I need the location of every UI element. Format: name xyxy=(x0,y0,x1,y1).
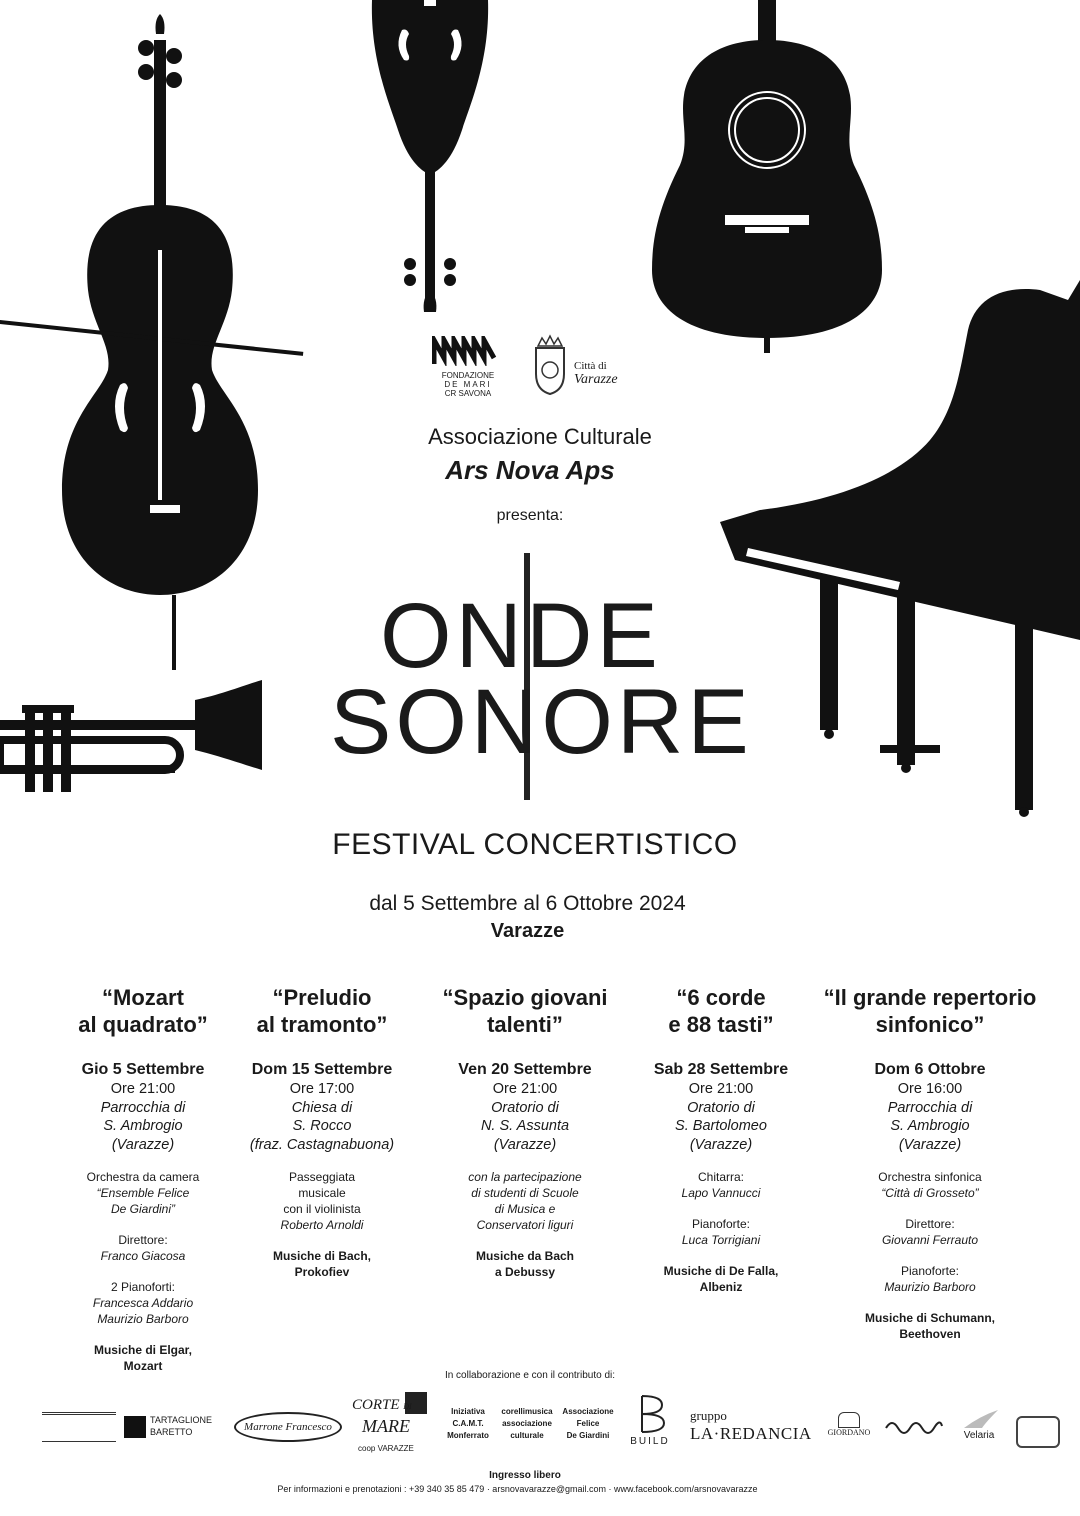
build-logo xyxy=(624,1394,676,1450)
fondazione-line: FONDAZIONE xyxy=(441,371,495,380)
sponsor-line: culturale xyxy=(510,1431,544,1440)
detail-line: Pianoforte: xyxy=(900,1264,960,1278)
concert-venue-line: S. Ambrogio xyxy=(890,1118,970,1134)
presents-label: presenta: xyxy=(496,507,564,524)
concert-title-line: “Mozart xyxy=(102,985,184,1010)
concert-title-line: “6 corde xyxy=(676,985,766,1010)
fondazione-mark-icon xyxy=(432,336,498,366)
detail-line: Orchestra sinfonica xyxy=(878,1170,982,1184)
detail-line: Maurizio Barboro xyxy=(884,1280,976,1294)
corellimusica-logo xyxy=(498,1406,556,1442)
concert-date: Dom 15 Settembre xyxy=(251,1061,393,1078)
felice-de-giardini-logo xyxy=(560,1406,616,1442)
detail-line: De Giardini” xyxy=(110,1202,176,1216)
concert-title-line: sinfonico” xyxy=(875,1012,985,1037)
concert-title-line: “Spazio giovani xyxy=(442,985,608,1010)
concert-venue-line: (Varazze) xyxy=(898,1136,962,1153)
concert-venue-line: N. S. Assunta xyxy=(480,1118,570,1134)
detail-line: con la partecipazione xyxy=(468,1170,582,1184)
tartaglione-logo xyxy=(124,1414,216,1444)
fondazione-line: DE MARI xyxy=(444,380,492,389)
citta-varazze-logo xyxy=(530,334,640,398)
entry-label: Ingresso libero xyxy=(489,1470,561,1481)
association-name: Ars Nova Aps xyxy=(445,455,615,485)
sponsor-logo-generic xyxy=(42,1412,116,1442)
music-line: Musiche di Schumann, xyxy=(864,1311,996,1325)
sponsor-line: De Giardini xyxy=(566,1431,610,1440)
concert-title xyxy=(222,984,422,1040)
detail-line: Luca Torrigiani xyxy=(681,1233,761,1247)
piano-icon xyxy=(720,280,1080,817)
music-line: Albeniz xyxy=(699,1280,743,1294)
concert-time: Ore 21:00 xyxy=(110,1081,176,1097)
detail-line: Giovanni Ferrauto xyxy=(881,1233,979,1247)
concert-time: Ore 16:00 xyxy=(897,1081,963,1097)
giordano-logo xyxy=(822,1412,876,1444)
concert-venue-line: (fraz. Castagnabuona) xyxy=(249,1136,395,1153)
contact-info: Per informazioni e prenotazioni : +39 340 35 85 479 · arsnovavarazze@gmail.com · www.facebook.com/arsnovavarazze xyxy=(277,1484,758,1494)
citta-label: Città di xyxy=(574,360,607,372)
sponsor-name: Marrone Francesco xyxy=(244,1421,332,1433)
concert-column xyxy=(222,984,422,1280)
concert-title-line: al quadrato” xyxy=(78,1012,208,1037)
sponsor-line: coop VARAZZE xyxy=(358,1444,414,1453)
sponsor-line: Monferrato xyxy=(447,1431,489,1440)
cello-icon xyxy=(0,14,303,670)
festival-title-line1: ONDE xyxy=(380,585,662,687)
concert-title-line: al tramonto” xyxy=(256,1012,388,1037)
sponsor-name: GIORDANO xyxy=(827,1428,871,1437)
concert-venue-line: Oratorio di xyxy=(687,1099,755,1116)
concert-venue-line: (Varazze) xyxy=(689,1136,753,1153)
detail-line: Roberto Arnoldi xyxy=(280,1218,364,1232)
detail-line: di studenti di Scuole xyxy=(471,1186,579,1200)
concert-date: Sab 28 Settembre xyxy=(653,1061,789,1078)
concert-venue-line: S. Rocco xyxy=(292,1118,352,1134)
detail-line: “Ensemble Felice xyxy=(96,1186,190,1200)
concert-venue-line: Parrocchia di xyxy=(887,1099,973,1116)
detail-line: Orchestra da camera xyxy=(86,1170,200,1184)
concert-time: Ore 21:00 xyxy=(688,1081,754,1097)
collaboration-label: In collaborazione e con il contributo di: xyxy=(444,1370,616,1381)
detail-line: Franco Giacosa xyxy=(100,1249,186,1263)
detail-line: “Città di Grosseto” xyxy=(881,1186,979,1200)
music-line: Beethoven xyxy=(899,1327,961,1341)
velaria-logo xyxy=(954,1408,1004,1444)
concert-venue-line: S. Bartolomeo xyxy=(675,1118,767,1134)
concert-title-line: “Il grande repertorio xyxy=(823,985,1037,1010)
concert-venue-line: (Varazze) xyxy=(493,1136,557,1153)
guitar-icon xyxy=(652,0,882,353)
concert-date: Ven 20 Settembre xyxy=(458,1061,592,1078)
sponsor-line: corellimusica xyxy=(501,1407,553,1416)
music-line: Musiche di De Falla, xyxy=(663,1264,779,1278)
detail-line: Chitarra: xyxy=(697,1170,744,1184)
build-b-icon xyxy=(638,1394,668,1434)
detail-line: Maurizio Barboro xyxy=(97,1312,189,1326)
sponsor-name: Velaria xyxy=(963,1430,995,1441)
la-redancia-logo xyxy=(688,1408,812,1448)
concert-title-line: talenti” xyxy=(487,1012,563,1037)
detail-line: Passeggiata xyxy=(288,1170,356,1184)
festival-city: Varazze xyxy=(490,920,565,942)
corte-di-mare-logo xyxy=(350,1392,430,1462)
badge-logo xyxy=(1016,1416,1060,1448)
concert-column xyxy=(425,984,625,1280)
concert-title xyxy=(425,984,625,1040)
concert-title-line: “Preludio xyxy=(272,985,372,1010)
i-giardini-logo xyxy=(884,1416,944,1434)
concert-date: Gio 5 Settembre xyxy=(81,1061,205,1078)
camt-logo xyxy=(440,1406,496,1442)
varazze-label: Varazze xyxy=(574,372,618,387)
sponsor-line: MARE xyxy=(362,1416,410,1436)
script-logo-icon xyxy=(884,1416,944,1434)
music-line: Musiche da Bach xyxy=(475,1249,575,1263)
detail-line: Direttore: xyxy=(118,1233,168,1247)
festival-title-line2: SONORE xyxy=(330,671,753,773)
concert-venue-line: Chiesa di xyxy=(291,1099,353,1116)
detail-line: di Musica e xyxy=(494,1202,556,1216)
sponsor-name: BUILD xyxy=(630,1436,670,1447)
concert-time: Ore 17:00 xyxy=(289,1081,355,1097)
concert-venue-line: (Varazze) xyxy=(111,1136,175,1153)
fondazione-logo xyxy=(432,336,504,398)
concert-time: Ore 21:00 xyxy=(492,1081,558,1097)
concert-column xyxy=(805,984,1055,1342)
sponsor-line: CORTE xyxy=(352,1397,400,1413)
sponsor-line: Associazione xyxy=(562,1407,614,1416)
sponsor-line: LA·REDANCIA xyxy=(690,1424,812,1443)
music-line: Musiche di Elgar, xyxy=(93,1343,193,1357)
violin-icon xyxy=(372,0,488,312)
sponsor-line: Felice xyxy=(576,1419,600,1428)
trumpet-icon xyxy=(0,680,262,792)
music-line: Prokofiev xyxy=(294,1265,350,1279)
fondazione-line: CR SAVONA xyxy=(444,389,492,398)
concert-venue-line: Parrocchia di xyxy=(100,1099,186,1116)
detail-line: Francesca Addario xyxy=(92,1296,194,1310)
city-crest-icon xyxy=(530,334,570,396)
concert-venue-line: Oratorio di xyxy=(491,1099,559,1116)
detail-line: Lapo Vannucci xyxy=(681,1186,761,1200)
music-line: Musiche di Bach, xyxy=(272,1249,372,1263)
sponsor-line: BARETTO xyxy=(150,1427,193,1437)
detail-line: musicale xyxy=(298,1186,346,1200)
festival-dates: dal 5 Settembre al 6 Ottobre 2024 xyxy=(369,892,686,915)
sponsor-line: DI xyxy=(403,1402,412,1411)
concert-title xyxy=(621,984,821,1040)
concert-venue-line: S. Ambrogio xyxy=(103,1118,183,1134)
sponsor-line: Iniziativa xyxy=(451,1407,485,1416)
festival-subtitle: FESTIVAL CONCERTISTICO xyxy=(332,828,738,861)
sponsor-line: associazione xyxy=(502,1419,552,1428)
concert-title-line: e 88 tasti” xyxy=(668,1012,774,1037)
marrone-logo xyxy=(234,1412,342,1442)
concert-date: Dom 6 Ottobre xyxy=(874,1061,986,1078)
sail-icon xyxy=(960,1408,1000,1430)
detail-line: Conservatori liguri xyxy=(476,1218,574,1232)
detail-line: 2 Pianoforti: xyxy=(110,1280,176,1294)
sponsor-line: gruppo xyxy=(690,1408,727,1423)
concert-title xyxy=(805,984,1055,1040)
music-line: a Debussy xyxy=(494,1265,556,1279)
detail-line: Pianoforte: xyxy=(691,1217,751,1231)
sponsor-line: TARTAGLIONE xyxy=(150,1415,213,1425)
giordano-crest-icon xyxy=(838,1412,860,1428)
detail-line: con il violinista xyxy=(283,1202,361,1216)
concert-column xyxy=(621,984,821,1295)
detail-line: Direttore: xyxy=(905,1217,955,1231)
sponsor-line: C.A.M.T. xyxy=(452,1419,484,1428)
association-type: Associazione Culturale xyxy=(428,424,652,449)
tartaglione-icon xyxy=(124,1416,146,1438)
music-line: Mozart xyxy=(123,1359,163,1373)
